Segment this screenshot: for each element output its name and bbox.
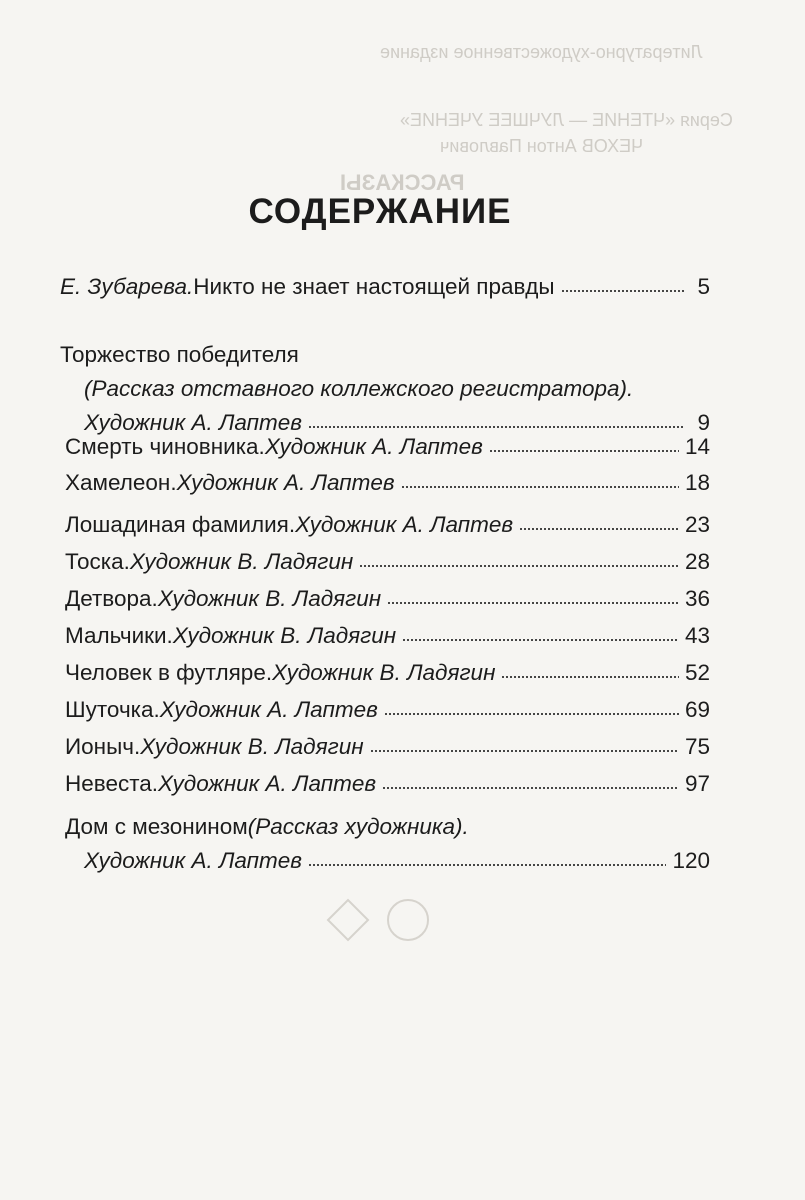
toc-entry [60, 693, 710, 727]
toc-entry [60, 545, 710, 579]
entry-artist: Художник А. Лаптев [295, 512, 514, 537]
entry-page-number: 18 [684, 470, 710, 495]
entry-page-number: 97 [684, 771, 710, 796]
entry-title: Шуточка. [65, 697, 160, 722]
entry-page-number: 120 [672, 848, 710, 873]
show-through-text: РАССКАЗЫ [340, 170, 465, 195]
entry-artist: Художник В. Ладягин [172, 623, 397, 648]
entry-page-number: 69 [684, 697, 710, 722]
entry-title: Ионыч. [65, 734, 141, 759]
leader-dots [370, 745, 679, 757]
toc-entry [60, 508, 710, 542]
leader-dots [308, 859, 666, 871]
entry-subtitle: (Рассказ отставного коллежского регистратора). [84, 376, 634, 401]
toc-entry [60, 656, 710, 690]
toc-entry [60, 619, 710, 653]
toc-entry [60, 270, 710, 304]
entry-title: Смерть чиновника. [65, 434, 265, 459]
entry-page-number: 36 [684, 586, 710, 611]
toc-entry [60, 730, 710, 764]
page-title: СОДЕРЖАНИЕ [248, 192, 512, 231]
show-through-badges [318, 890, 438, 950]
entry-title: Хамелеон. [65, 470, 177, 495]
entry-page-number: 5 [697, 274, 710, 299]
toc-entry [60, 810, 710, 878]
leader-dots [359, 560, 679, 572]
entry-page-number: 14 [684, 434, 710, 459]
entry-artist: Художник В. Ладягин [129, 549, 354, 574]
entry-page-number: 9 [697, 410, 710, 435]
leader-dots [382, 782, 679, 794]
entry-page-number: 43 [684, 623, 710, 648]
leader-dots [519, 523, 679, 535]
entry-title: Торжество победителя [60, 342, 299, 367]
toc-entry [60, 767, 710, 801]
entry-artist: Художник А. Лаптев [84, 848, 303, 873]
entry-page-number: 28 [684, 549, 710, 574]
leader-dots [401, 481, 679, 493]
show-through-text: Серия «ЧТЕНИЕ — ЛУЧШЕЕ УЧЕНИЕ» [400, 110, 733, 130]
toc-entry [60, 466, 710, 500]
show-through-text: ЧЕХОВ Антон Павлович [440, 136, 644, 156]
entry-title: Лошадиная фамилия. [65, 512, 296, 537]
entry-artist: Художник А. Лаптев [84, 410, 303, 435]
entry-title: Невеста. [65, 771, 159, 796]
leader-dots [402, 634, 679, 646]
entry-artist: Художник В. Ладягин [140, 734, 364, 759]
entry-title: Мальчики. [65, 623, 173, 648]
show-through-text: Литературно-художественное издание [380, 42, 703, 62]
entry-artist: Художник А. Лаптев [176, 470, 395, 495]
entry-title: Человек в футляре. [65, 660, 273, 685]
entry-artist: Художник А. Лаптев [158, 771, 377, 796]
leader-dots [561, 285, 684, 297]
entry-artist: Художник А. Лаптев [264, 434, 483, 459]
leader-dots [384, 708, 679, 720]
entry-author: Е. Зубарева. [60, 274, 194, 299]
entry-artist: Художник В. Ладягин [157, 586, 382, 611]
entry-page-number: 52 [684, 660, 710, 685]
entry-artist: Художник А. Лаптев [159, 697, 378, 722]
toc-entry [60, 430, 710, 464]
entry-title: Дом с мезонином [65, 814, 248, 839]
entry-title: Тоска. [65, 549, 130, 574]
entry-title: Детвора. [65, 586, 158, 611]
entry-title: Никто не знает настоящей правды [193, 274, 555, 299]
entry-artist: Художник В. Ладягин [272, 660, 496, 685]
toc-entry [60, 582, 710, 616]
leader-dots [489, 445, 679, 457]
leader-dots [501, 671, 679, 683]
entry-page-number: 75 [684, 734, 710, 759]
entry-subtitle: (Рассказ художника). [247, 814, 469, 839]
entry-page-number: 23 [684, 512, 710, 537]
toc-entry [60, 338, 710, 440]
leader-dots [387, 597, 679, 609]
